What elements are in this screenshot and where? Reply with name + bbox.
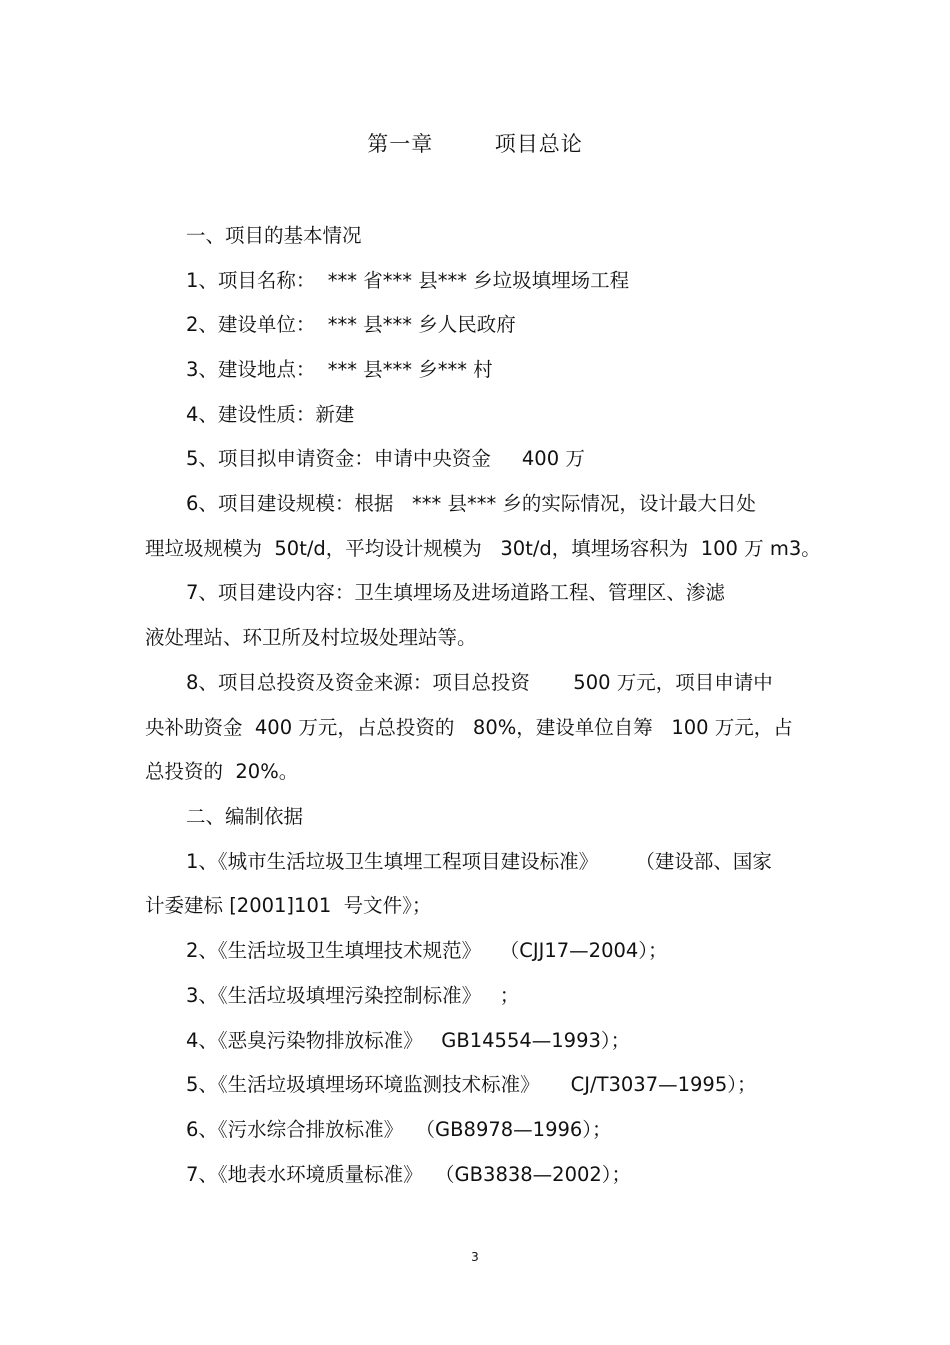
page-number: 3 <box>471 1250 479 1264</box>
section-heading-basis: 二、编制依据 <box>186 805 304 828</box>
item-investment-line-2: 央补助资金 400 万元，占总投资的 80%，建设单位自筹 100 万元，占 <box>145 716 793 739</box>
basis-item-1-line-2: 计委建标 [2001]101 号文件》； <box>145 894 432 917</box>
item-scale-line-1: 6、项目建设规模：根据 *** 县*** 乡的实际情况，设计最大日处 <box>186 492 756 515</box>
item-construction-location: 3、建设地点： *** 县*** 乡*** 村 <box>186 358 493 381</box>
basis-item-4: 4、《恶臭污染物排放标准》 GB14554—1993）； <box>186 1029 631 1052</box>
section-heading-basic-info: 一、项目的基本情况 <box>186 224 362 247</box>
basis-item-2: 2、《生活垃圾卫生填埋技术规范》 （CJJ17—2004）； <box>186 939 668 962</box>
item-proposed-funding: 5、项目拟申请资金：申请中央资金 400 万 <box>186 447 585 470</box>
item-scale-line-2: 理垃圾规模为 50t/d，平均设计规模为 30t/d，填埋场容积为 100 万 m3。 <box>145 537 821 560</box>
basis-item-3: 3、《生活垃圾填埋污染控制标准》 ； <box>186 984 520 1007</box>
item-construction-nature: 4、建设性质：新建 <box>186 403 355 426</box>
item-investment-line-1: 8、项目总投资及资金来源：项目总投资 500 万元，项目申请中 <box>186 671 773 694</box>
basis-item-6: 6、《污水综合排放标准》 （GB8978—1996）； <box>186 1118 612 1141</box>
item-content-line-2: 液处理站、环卫所及村垃圾处理站等。 <box>145 626 477 649</box>
item-content-line-1: 7、项目建设内容：卫生填埋场及进场道路工程、管理区、渗滤 <box>186 581 725 604</box>
item-construction-unit: 2、建设单位： *** 县*** 乡人民政府 <box>186 313 516 336</box>
basis-item-7: 7、《地表水环境质量标准》 （GB3838—2002）； <box>186 1163 632 1186</box>
basis-item-5: 5、《生活垃圾填埋场环境监测技术标准》 CJ/T3037—1995）； <box>186 1073 757 1096</box>
chapter-title: 第一章 项目总论 <box>367 132 583 156</box>
basis-item-1-line-1: 1、《城市生活垃圾卫生填埋工程项目建设标准》 （建设部、国家 <box>186 850 772 873</box>
item-investment-line-3: 总投资的 20%。 <box>145 760 299 783</box>
item-project-name: 1、项目名称： *** 省*** 县*** 乡垃圾填埋场工程 <box>186 269 630 292</box>
